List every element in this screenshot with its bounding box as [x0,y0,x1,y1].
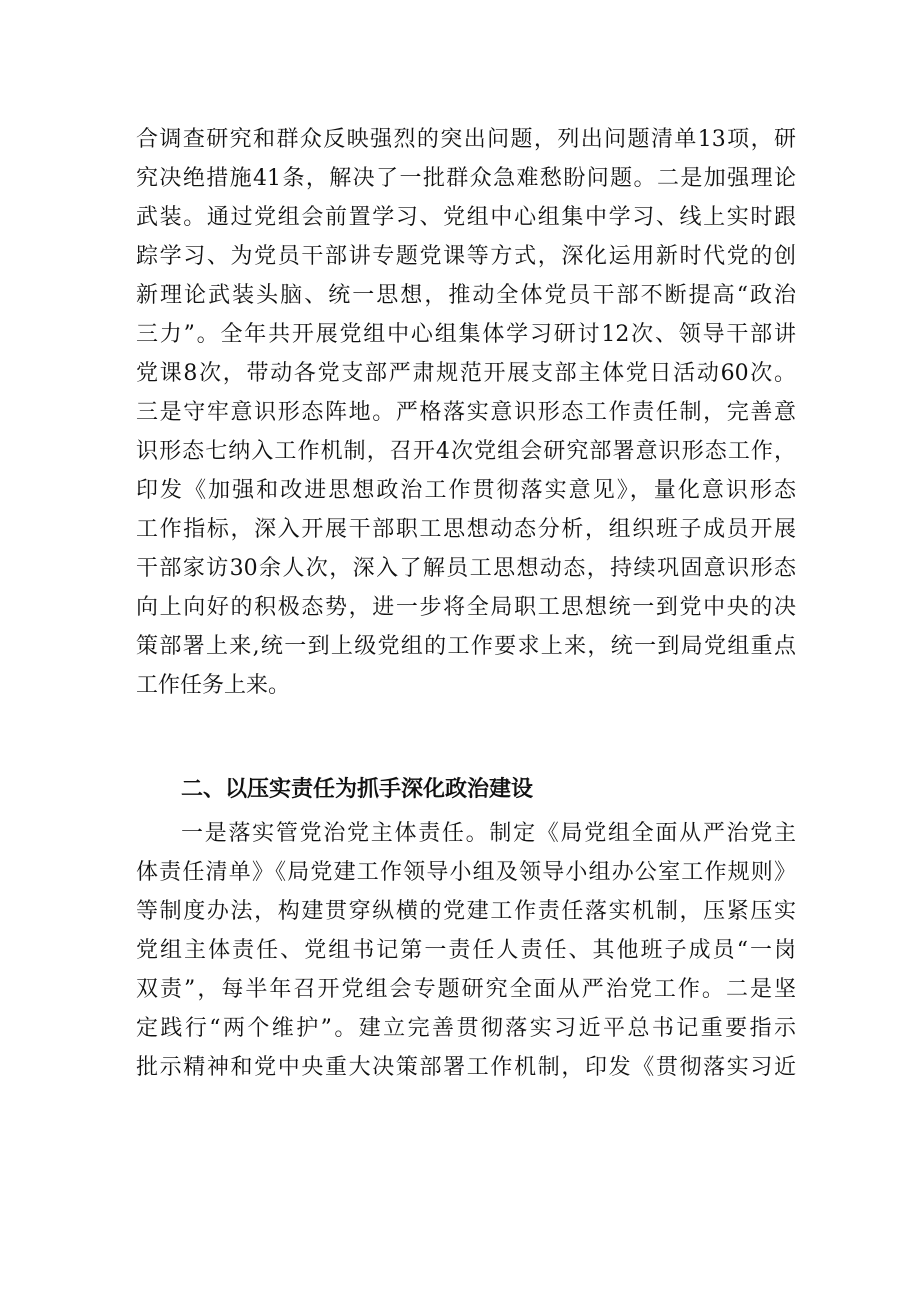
paragraph-line: 党组主体责任、党组书记第一责任人责任、其他班子成员“一岗 [136,938,796,963]
paragraph-line: 识形态七纳入工作机制，召开4次党组会研究部署意识形态工作， [136,439,796,464]
paragraph-line: 双责”，每半年召开党组会专题研究全面从严治党工作。二是坚 [136,977,796,1002]
paragraph-line: 批示精神和党中央重大决策部署工作机制，印发《贯彻落实习近 [136,1055,796,1080]
paragraph-line: 向上向好的积极态势，进一步将全局职工思想统一到党中央的决 [136,595,796,620]
paragraph-line: 踪学习、为党员干部讲专题党课等方式，深化运用新时代党的创 [136,244,796,269]
paragraph-line: 等制度办法，构建贯穿纵横的党建工作责任落实机制，压紧压实 [136,899,796,924]
paragraph-line: 干部家访30余人次，深入了解员工思想动态，持续巩固意识形态 [136,556,796,581]
section-heading: 二、以压实责任为抓手深化政治建设 [181,777,534,802]
paragraph-line: 新理论武装头脑、统一思想，推动全体党员干部不断提高“政治 [136,283,796,308]
body-paragraph-2 [136,814,796,1087]
body-paragraph-1 [136,120,796,705]
paragraph-line: 三力”。全年共开展党组中心组集体学习研讨12次、领导干部讲 [136,322,796,347]
paragraph-line: 策部署上来,统一到上级党组的工作要求上来，统一到局党组重点 [136,634,796,659]
paragraph-line: 体责任清单》《局党建工作领导小组及领导小组办公室工作规则》 [136,860,796,885]
paragraph-line: 一是落实管党治党主体责任。制定《局党组全面从严治党主 [181,821,796,846]
paragraph-line: 印发《加强和改进思想政治工作贯彻落实意见》，量化意识形态 [136,478,796,503]
paragraph-line: 究决绝措施41条，解决了一批群众急难愁盼问题。二是加强理论 [136,166,796,191]
paragraph-line: 定践行“两个维护”。建立完善贯彻落实习近平总书记重要指示 [136,1016,796,1041]
paragraph-line: 合调查研究和群众反映强烈的突出问题，列出问题清单13项，研 [136,127,796,152]
paragraph-line: 三是守牢意识形态阵地。严格落实意识形态工作责任制，完善意 [136,400,796,425]
paragraph-line: 党课8次，带动各党支部严肃规范开展支部主体党日活动60次。 [136,361,796,386]
paragraph-line: 工作指标，深入开展干部职工思想动态分析，组织班子成员开展 [136,517,796,542]
paragraph-line: 工作任务上来。 [136,673,291,698]
paragraph-line: 武装。通过党组会前置学习、党组中心组集中学习、线上实时跟 [136,205,796,230]
